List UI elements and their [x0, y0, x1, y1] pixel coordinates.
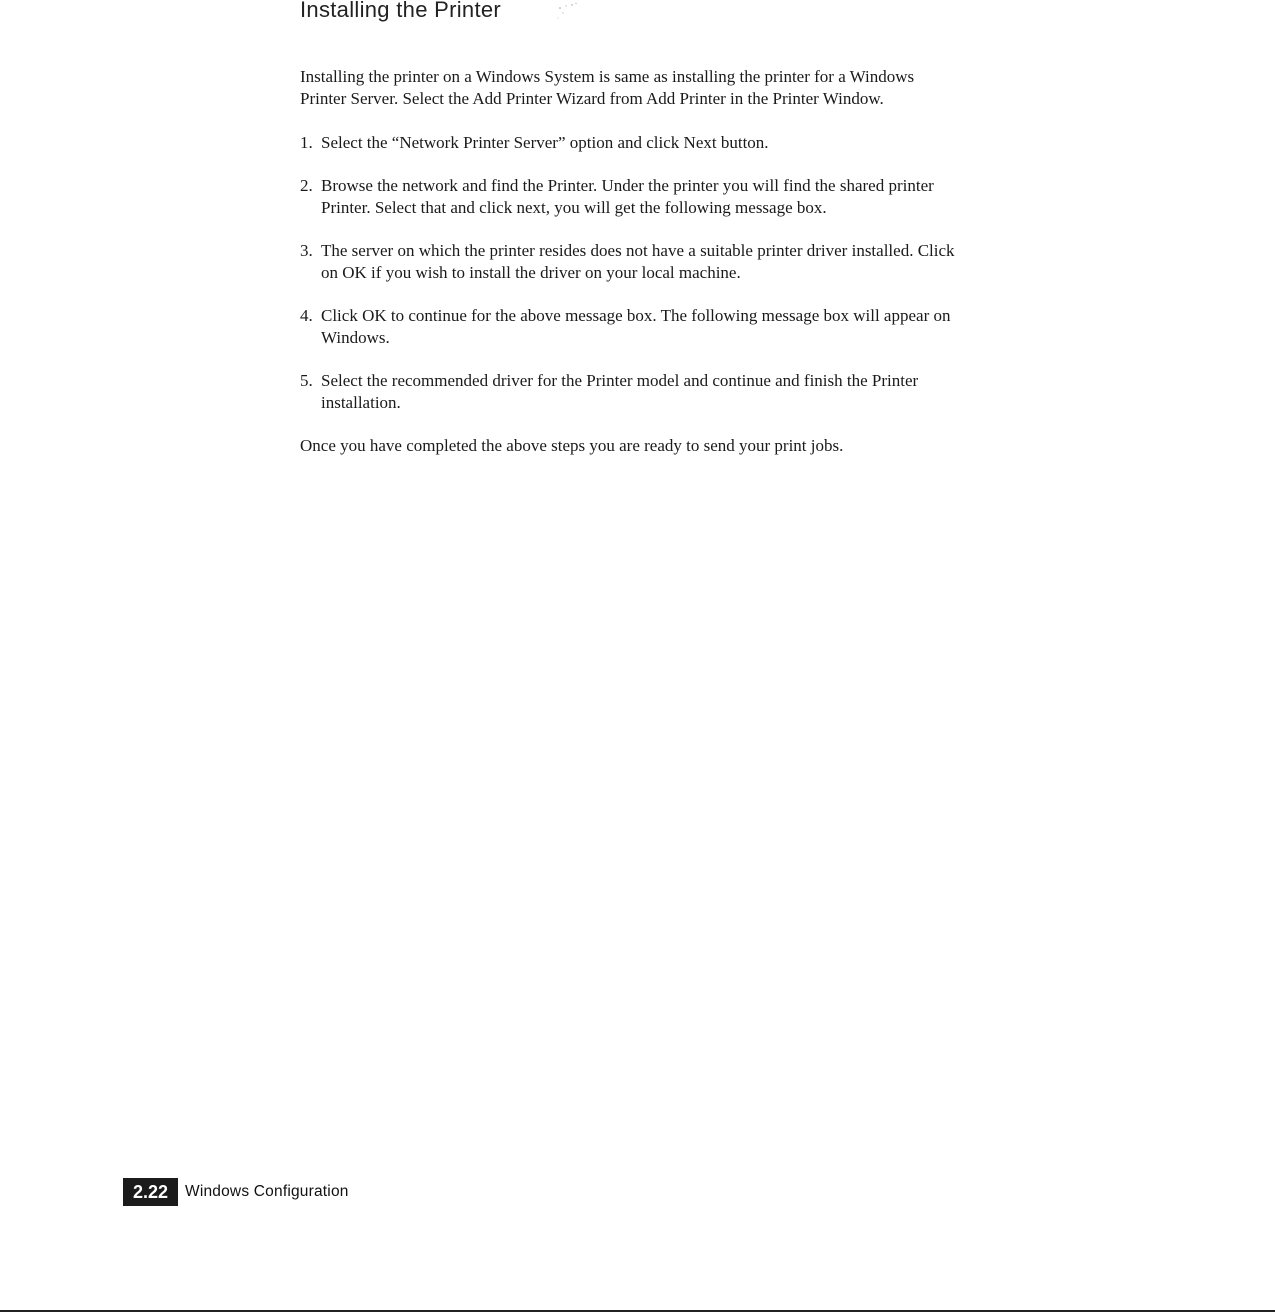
bottom-rule [0, 1310, 1275, 1312]
steps-list [300, 132, 970, 414]
step-text: Browse the network and find the Printer. Under the printer you will find the shared printer Printer. Select that and click next, you will get the following message box. [321, 176, 934, 217]
step-text: Select the recommended driver for the Printer model and continue and finish the Printer installation. [321, 371, 919, 412]
intro-paragraph: Installing the printer on a Windows System is same as installing the printer for a Windows Printer Server. Select the Add Printer Wizard from Add Printer in the Printer Window. [300, 67, 915, 108]
document-body [300, 66, 970, 457]
footer-section-title: Windows Configuration [185, 1183, 349, 1200]
step-number: 5. [300, 371, 313, 390]
page-title: Installing the Printer [300, 0, 502, 22]
step-text: Click OK to continue for the above message box. The following message box will appear on Windows. [321, 306, 951, 347]
list-item [300, 175, 970, 219]
step-number: 2. [300, 176, 313, 195]
list-item [300, 240, 970, 284]
step-number: 3. [300, 241, 313, 260]
step-number: 1. [300, 133, 313, 152]
step-text: Select the “Network Printer Server” option and click Next button. [321, 133, 769, 152]
list-item [300, 370, 970, 414]
page-footer [123, 1178, 349, 1206]
step-text: The server on which the printer resides does not have a suitable printer driver installed. Click on OK if you wish to install the driver on your local machine. [321, 241, 955, 282]
closing-paragraph: Once you have completed the above steps you are ready to send your print jobs. [300, 436, 844, 455]
step-number: 4. [300, 306, 313, 325]
page-number-badge: 2.22 [123, 1178, 178, 1206]
list-item [300, 132, 970, 154]
scan-speck-decoration [554, 2, 582, 22]
list-item [300, 305, 970, 349]
